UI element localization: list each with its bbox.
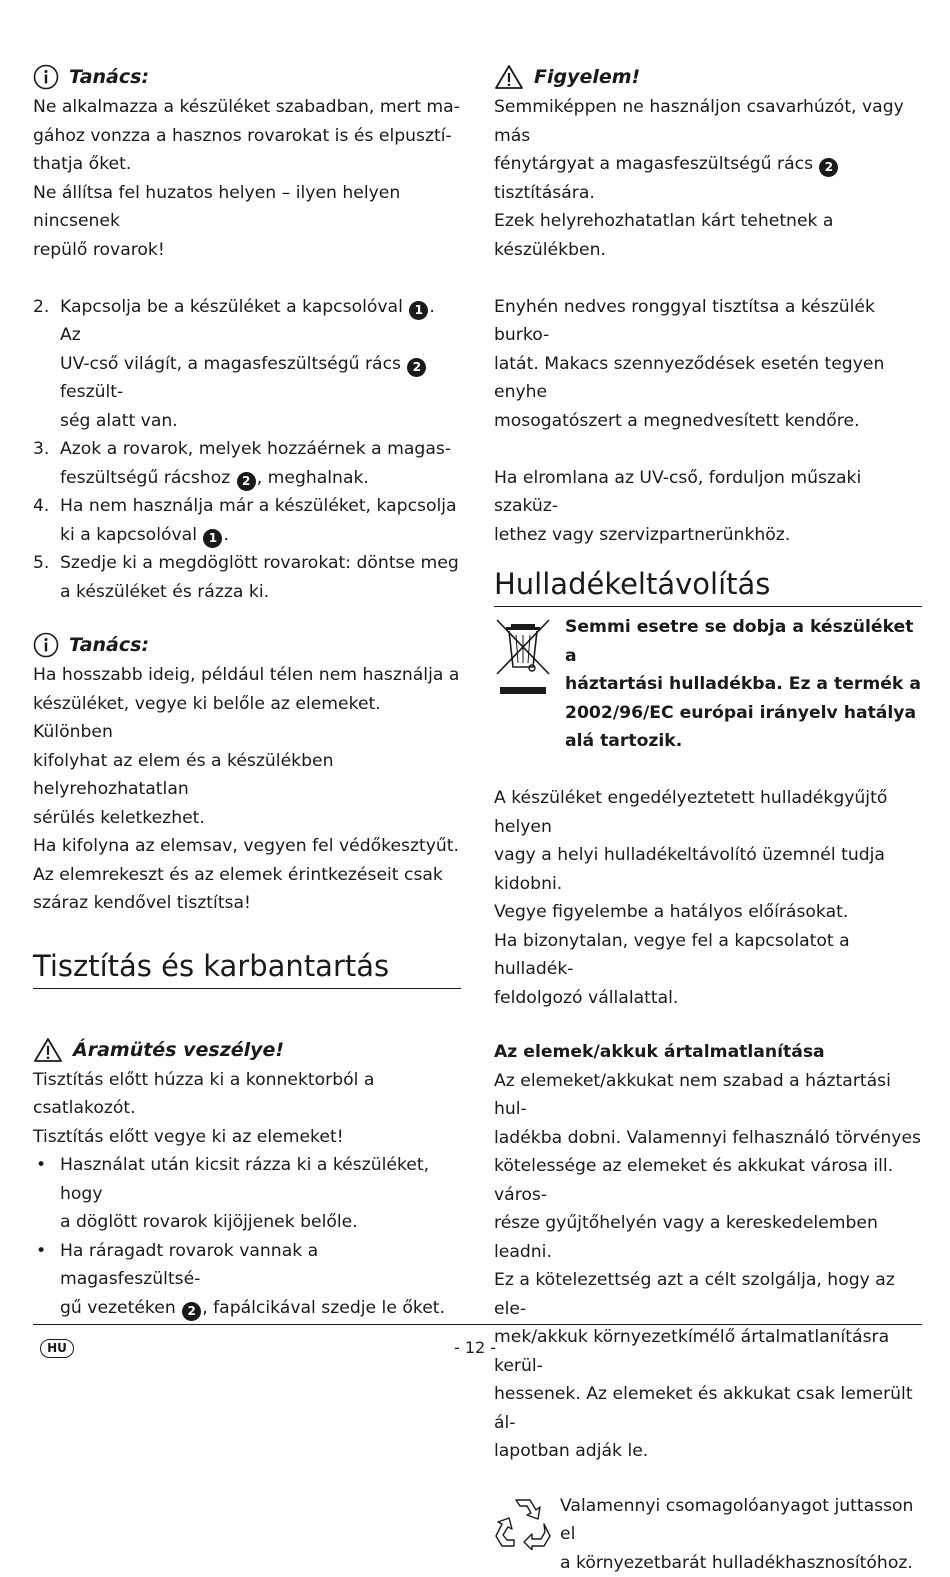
text-line: 2002/96/EC európai irányelv hatálya xyxy=(565,699,922,728)
bullet-marker: • xyxy=(36,1151,46,1180)
text-line: a környezetbarát hulladékhasznosítóhoz. xyxy=(560,1549,922,1577)
text-line: repülő rovarok! xyxy=(33,236,461,265)
reference-marker: 2 xyxy=(237,472,256,491)
text-run: ség alatt van. xyxy=(60,411,178,431)
text-run: UV-cső világít, a magasfeszültségű rács xyxy=(60,354,406,374)
text-line: Enyhén nedves ronggyal tisztítsa a készülék burko- xyxy=(494,293,922,350)
step-number: 3. xyxy=(33,435,49,464)
text-run: tisztítására. xyxy=(494,183,595,203)
disposal-heading: Hulladékeltávolítás xyxy=(494,566,922,607)
text-line: thatja őket. xyxy=(33,150,461,179)
info-icon xyxy=(33,64,59,90)
text-line: kifolyhat az elem és a készülékben helyrehozhatatlan xyxy=(33,747,461,804)
text-run: . Az xyxy=(60,297,435,346)
text-line: lapotban adják le. xyxy=(494,1437,922,1466)
step-number: 4. xyxy=(33,492,49,521)
text-line: Valamennyi csomagolóanyagot juttasson el xyxy=(560,1492,922,1549)
reference-marker: 1 xyxy=(409,301,428,320)
text-line: Az elemeket/akkukat nem szabad a háztartási hul- xyxy=(494,1067,922,1124)
battery-heading: Az elemek/akkuk ártalmatlanítása xyxy=(494,1038,922,1067)
text-line: feldolgozó vállalattal. xyxy=(494,984,922,1013)
page-number: - 12 - xyxy=(440,1338,510,1357)
right-column xyxy=(494,62,922,1577)
text-run: Semmiképpen ne használjon csavarhúzót, vagy más xyxy=(494,97,904,146)
text-line: Ha bizonytalan, vegye fel a kapcsolatot a hulladék- xyxy=(494,927,922,984)
step-item xyxy=(33,435,461,492)
text-run: gű vezetéken xyxy=(60,1298,181,1318)
text-line: Tisztítás előtt húzza ki a konnektorból a csatlakozót. xyxy=(33,1066,461,1123)
text-line: mek/akkuk környezetkímélő ártalmatlanításra kerül- xyxy=(494,1323,922,1380)
steps-list xyxy=(33,293,461,607)
text-line: lethez vagy szervizpartnerünkhöz. xyxy=(494,521,922,550)
text-line: Ha elromlana az UV-cső, forduljon műszaki szaküz- xyxy=(494,464,922,521)
step-number: 2. xyxy=(33,293,49,322)
text-line: Ha hosszabb ideig, például télen nem használja a xyxy=(33,661,461,690)
text-line: Vegye figyelembe a hatályos előírásokat. xyxy=(494,898,922,927)
reference-marker: 2 xyxy=(819,158,838,177)
text-line: mosogatószert a megnedvesített kendőre. xyxy=(494,407,922,436)
tip-note-1 xyxy=(33,62,461,264)
shock-warning xyxy=(33,1035,461,1323)
text-line: Semmi esetre se dobja a készüléket a xyxy=(565,613,922,670)
text-run: Ha ráragadt rovarok vannak a magasfeszültsé- xyxy=(60,1241,318,1290)
uv-tube-paragraph xyxy=(494,464,922,550)
reference-marker: 2 xyxy=(407,358,426,377)
warning-title: Áramütés veszélye! xyxy=(73,1039,284,1061)
footer-divider xyxy=(33,1324,922,1325)
housing-cleaning-paragraph xyxy=(494,293,922,436)
text-run: Ezek helyrehozhatatlan kárt tehetnek a készülékben. xyxy=(494,211,833,260)
left-column xyxy=(33,62,461,1322)
text-run: Szedje ki a megdöglött rovarokat: döntse meg xyxy=(60,553,459,573)
text-run: feszült- xyxy=(60,382,123,402)
language-badge: HU xyxy=(40,1339,74,1358)
text-line: része gyűjtőhelyén vagy a kereskedelemben leadni. xyxy=(494,1209,922,1266)
text-line: gához vonzza a hasznos rovarokat is és elpusztí- xyxy=(33,122,461,151)
battery-paragraph xyxy=(494,1067,922,1466)
text-run: Használat után kicsit rázza ki a készüléket, hogy xyxy=(60,1155,429,1204)
text-line: sérülés keletkezhet. xyxy=(33,804,461,833)
text-run: ki a kapcsolóval xyxy=(60,525,202,545)
text-line: hessenek. Az elemeket és akkukat csak lemerült ál- xyxy=(494,1380,922,1437)
crossed-bin-icon xyxy=(494,617,552,703)
step-item xyxy=(33,549,461,606)
reference-marker: 2 xyxy=(182,1302,201,1321)
disposal-paragraph xyxy=(494,784,922,1012)
text-line: Ne állítsa fel huzatos helyen – ilyen helyen nincsenek xyxy=(33,179,461,236)
warning-icon xyxy=(494,64,524,90)
text-line: Ne alkalmazza a készüléket szabadban, mert ma- xyxy=(33,93,461,122)
text-run: . xyxy=(223,525,228,545)
text-run: a döglött rovarok kijöjjenek belőle. xyxy=(60,1212,358,1232)
text-line: Ez a kötelezettség azt a célt szolgálja, hogy az ele- xyxy=(494,1266,922,1323)
text-line: száraz kendővel tisztítsa! xyxy=(33,889,461,918)
bullet-item xyxy=(33,1237,461,1323)
text-run: Azok a rovarok, melyek hozzáérnek a magas- xyxy=(60,439,451,459)
text-line: A készüléket engedélyeztetett hulladékgyűjtő helyen xyxy=(494,784,922,841)
text-line: Az elemrekeszt és az elemek érintkezéseit csak xyxy=(33,861,461,890)
text-line: kötelessége az elemeket és akkukat városa ill. város- xyxy=(494,1152,922,1209)
recycle-icon xyxy=(494,1494,552,1550)
text-run: fénytárgyat a magasfeszültségű rács xyxy=(494,154,818,174)
info-icon xyxy=(33,632,59,658)
weee-notice xyxy=(494,613,922,756)
step-item xyxy=(33,492,461,549)
text-line: Tisztítás előtt vegye ki az elemeket! xyxy=(33,1123,461,1152)
text-run: , meghalnak. xyxy=(257,468,369,488)
step-number: 5. xyxy=(33,549,49,578)
text-line: ladékba dobni. Valamennyi felhasználó törvényes xyxy=(494,1124,922,1153)
attention-warning xyxy=(494,62,922,264)
tip-title: Tanács: xyxy=(69,66,149,88)
text-run: feszültségű rácshoz xyxy=(60,468,236,488)
reference-marker: 1 xyxy=(203,529,222,548)
text-line: háztartási hulladékba. Ez a termék a xyxy=(565,670,922,699)
tip-title: Tanács: xyxy=(69,634,149,656)
text-line: Ha kifolyna az elemsav, vegyen fel védőkesztyűt. xyxy=(33,832,461,861)
text-line: készüléket, vegye ki belőle az elemeket. Különben xyxy=(33,690,461,747)
text-run: Ha nem használja már a készüléket, kapcsolja xyxy=(60,496,457,516)
tip-note-2 xyxy=(33,630,461,918)
text-run: , fapálcikával szedje le őket. xyxy=(202,1298,445,1318)
bullet-item xyxy=(33,1151,461,1237)
warning-icon xyxy=(33,1037,63,1063)
bullet-marker: • xyxy=(36,1237,46,1266)
step-item xyxy=(33,293,461,436)
text-line: vagy a helyi hulladékeltávolító üzemnél tudja kidobni. xyxy=(494,841,922,898)
text-run: Kapcsolja be a készüléket a kapcsolóval xyxy=(60,297,408,317)
cleaning-heading: Tisztítás és karbantartás xyxy=(33,948,461,989)
warning-title: Figyelem! xyxy=(534,66,640,88)
text-run: a készüléket és rázza ki. xyxy=(60,582,269,602)
bullet-list xyxy=(33,1151,461,1322)
text-line: alá tartozik. xyxy=(565,727,922,756)
text-line: latát. Makacs szennyeződések esetén tegyen enyhe xyxy=(494,350,922,407)
recycle-notice xyxy=(494,1492,922,1577)
